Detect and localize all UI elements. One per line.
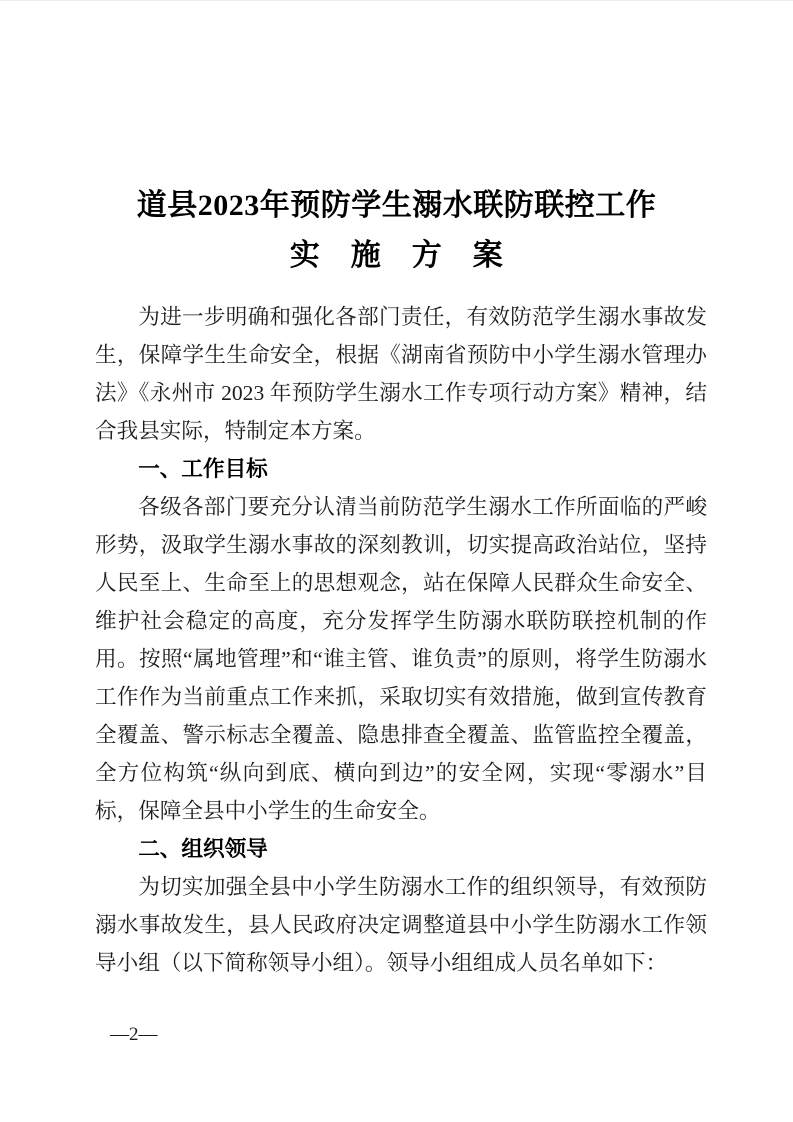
section-2-paragraph: 为切实加强全县中小学生防溺水工作的组织领导，有效预防溺水事故发生，县人民政府决定调整道县中小学生防溺水工作领导小组（以下简称领导小组）。领导小组组成人员名单如下： [95, 875, 707, 975]
section-2-heading: 二、组织领导 [138, 836, 268, 861]
document-title [0, 181, 793, 281]
document-body [95, 298, 707, 982]
intro-paragraph: 为进一步明确和强化各部门责任，有效防范学生溺水事故发生，保障学生生命安全，根据《湖南省预防中小学生溺水管理办法》《永州市 2023 年预防学生溺水工作专项行动方案》精神，结合我县实际，特制定本方案。 [95, 305, 707, 443]
document-title-line-2: 实 施 方 案 [289, 239, 504, 273]
page-number: —2— [110, 1024, 158, 1045]
document-title-line-1: 道县2023年预防学生溺水联防联控工作 [136, 189, 657, 223]
section-1-paragraph: 各级各部门要充分认清当前防范学生溺水工作所面临的严峻形势，汲取学生溺水事故的深刻教训，切实提高政治站位，坚持人民至上、生命至上的思想观念，站在保障人民群众生命安全、维护社会稳定的高度，充分发挥学生防溺水联防联控机制的作用。按照“属地管理”和“谁主管、谁负责”的原则，将学生防溺水工作作为当前重点工作来抓，采取切实有效措施，做到宣传教育全覆盖、警示标志全覆盖、隐患排查全覆盖、监管监控全覆盖，全方位构筑“纵向到底、横向到边”的安全网，实现“零溺水”目标，保障全县中小学生的生命安全。 [95, 495, 707, 823]
section-1-heading: 一、工作目标 [138, 456, 268, 481]
